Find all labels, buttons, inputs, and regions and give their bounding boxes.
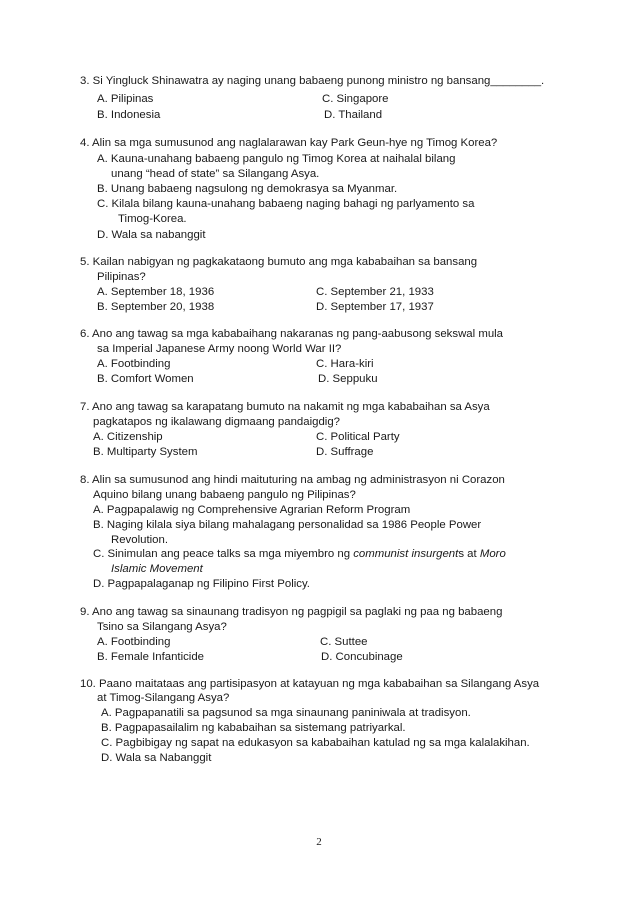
choice-7d: D. Suffrage	[316, 446, 374, 458]
choice-8b: B. Naging kilala siya bilang mahalagang personalidad sa 1986 People Power	[93, 519, 482, 531]
question-10-stem-cont: at Timog-Silangang Asya?	[97, 692, 230, 704]
choice-9b: B. Female Infanticide	[97, 651, 204, 663]
choice-7c: C. Political Party	[316, 431, 400, 443]
question-5-stem: 5. Kailan nabigyan ng pagkakataong bumuto ang mga kababaihan sa bansang	[80, 256, 478, 268]
choice-7a: A. Citizenship	[93, 431, 163, 443]
question-6-stem-cont: sa Imperial Japanese Army noong World War II?	[97, 343, 342, 355]
choice-8c	[93, 547, 506, 561]
choice-8c-italic-moro: Moro	[479, 548, 506, 560]
choice-4d: D. Wala sa nabanggit	[97, 229, 206, 241]
question-9-stem: 9. Ano ang tawag sa sinaunang tradisyon ng pagpigil sa paglaki ng paa ng babaeng	[80, 606, 503, 618]
choice-9c: C. Suttee	[320, 636, 368, 648]
question-3-stem: 3. Si Yingluck Shinawatra ay naging unang babaeng punong ministro ng bansang________.	[80, 75, 545, 87]
choice-9a: A. Footbinding	[97, 636, 171, 648]
page-number: 2	[316, 836, 322, 848]
question-4-stem: 4. Alin sa mga sumusunod ang naglalarawan kay Park Geun-hye ng Timog Korea?	[80, 137, 498, 149]
choice-4a-cont: unang “head of state” sa Silangang Asya.	[111, 168, 320, 180]
choice-8c-italic-term: communist insurgent	[353, 548, 459, 560]
choice-10c: C. Pagbibigay ng sapat na edukasyon sa kababaihan katulad ng sa mga kalalakihan.	[101, 737, 530, 749]
choice-3c: C. Singapore	[322, 93, 389, 105]
question-5-stem-cont: Pilipinas?	[97, 271, 146, 283]
choice-3d: D. Thailand	[324, 109, 383, 121]
choice-4c-cont: Timog-Korea.	[118, 213, 187, 225]
question-7-stem-cont: pagkatapos ng ikalawang digmaang pandaigdig?	[93, 416, 340, 428]
question-6-stem: 6. Ano ang tawag sa mga kababaihang nakaranas ng pang-aabusong sekswal mula	[80, 328, 504, 340]
choice-8a: A. Pagpapalawig ng Comprehensive Agrarian Reform Program	[93, 504, 411, 516]
choice-6a: A. Footbinding	[97, 358, 171, 370]
choice-4c: C. Kilala bilang kauna-unahang babaeng naging bahagi ng parlyamento sa	[97, 198, 475, 210]
choice-10a: A. Pagpapanatili sa pagsunod sa mga sinaunang paniniwala at tradisyon.	[101, 707, 471, 719]
choice-8c-cont: Islamic Movement	[111, 563, 203, 575]
choice-8c-text: C. Sinimulan ang peace talks sa mga miyembro ng	[93, 548, 354, 560]
choice-10b: B. Pagpapasailalim ng kababaihan sa sistemang patriyarkal.	[101, 722, 406, 734]
choice-4b: B. Unang babaeng nagsulong ng demokrasya sa Myanmar.	[97, 183, 398, 195]
question-10-stem: 10. Paano maitataas ang partisipasyon at katayuan ng mga kababaihan sa Silangang Asya	[80, 678, 540, 690]
choice-6b: B. Comfort Women	[97, 373, 194, 385]
choice-8c-text-2: s at	[458, 548, 480, 560]
question-8-stem-cont: Aquino bilang unang babaeng pangulo ng Pilipinas?	[93, 489, 356, 501]
choice-3a: A. Pilipinas	[97, 93, 154, 105]
choice-5b: B. September 20, 1938	[97, 301, 215, 313]
choice-8d: D. Pagpapalaganap ng Filipino First Policy.	[93, 578, 310, 590]
choice-5d: D. September 17, 1937	[316, 301, 434, 313]
choice-3b: B. Indonesia	[97, 109, 161, 121]
question-8-stem: 8. Alin sa sumusunod ang hindi maituturing na ambag ng administrasyon ni Corazon	[80, 474, 505, 486]
choice-10d: D. Wala sa Nabanggit	[101, 752, 212, 764]
choice-5c: C. September 21, 1933	[316, 286, 434, 298]
choice-5a: A. September 18, 1936	[97, 286, 215, 298]
choice-7b: B. Multiparty System	[93, 446, 198, 458]
choice-6c: C. Hara-kiri	[316, 358, 374, 370]
choice-4a: A. Kauna-unahang babaeng pangulo ng Timog Korea at naihalal bilang	[97, 153, 456, 165]
choice-6d: D. Seppuku	[318, 373, 378, 385]
question-9-stem-cont: Tsino sa Silangang Asya?	[97, 621, 227, 633]
question-7-stem: 7. Ano ang tawag sa karapatang bumuto na nakamit ng mga kababaihan sa Asya	[80, 401, 490, 413]
choice-8b-cont: Revolution.	[111, 534, 168, 546]
choice-9d: D. Concubinage	[321, 651, 403, 663]
